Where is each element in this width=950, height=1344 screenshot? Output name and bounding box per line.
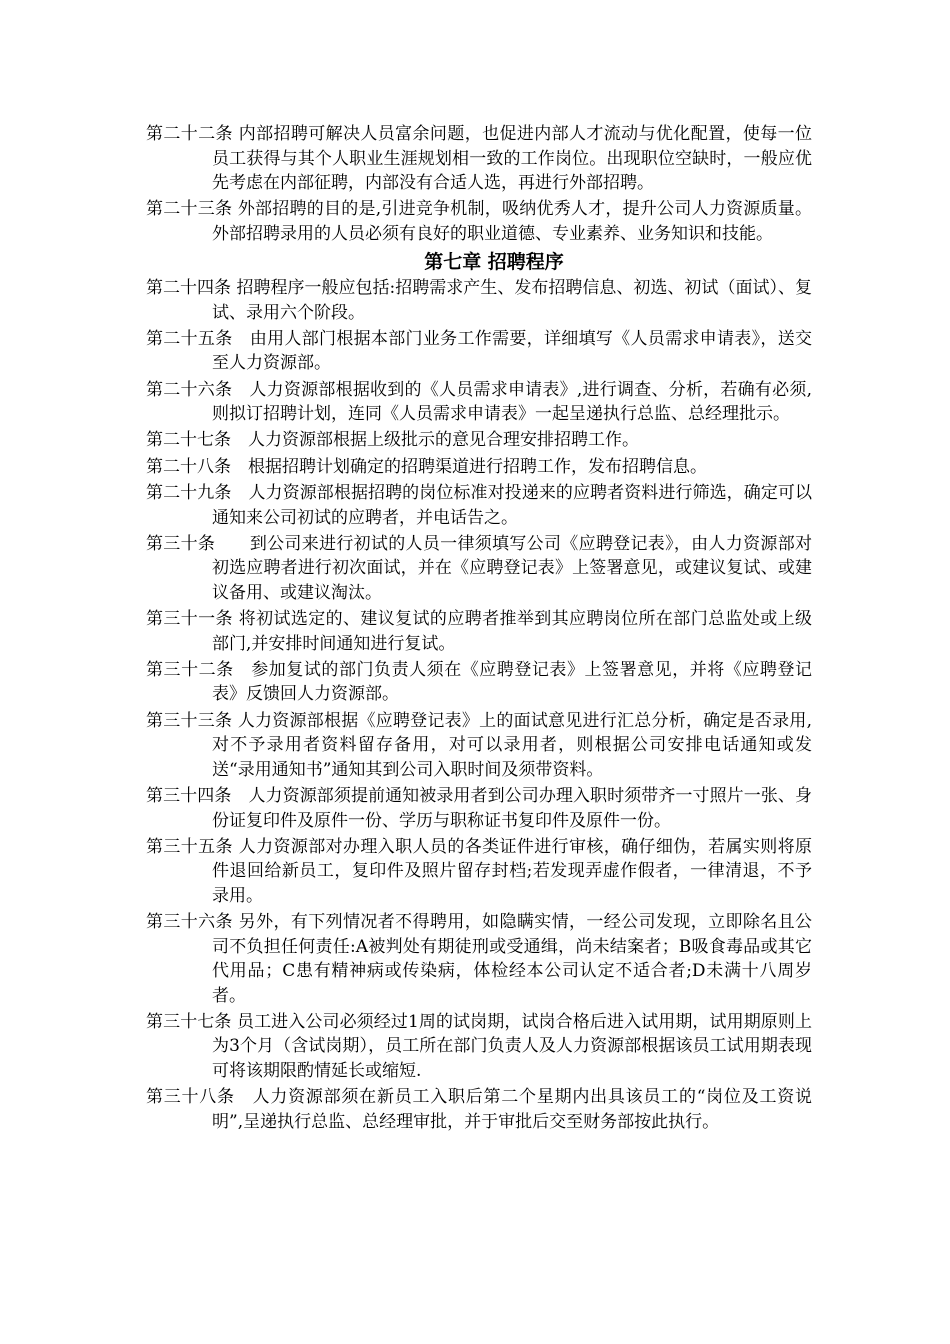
article-38: 第三十八条 人力资源部须在新员工入职后第二个星期内出具该员工的“岗位及工资说明”,呈递执行总监、总经理审批，并于审批后交至财务部按此执行。 [146,1087,812,1132]
article-35: 第三十五条 人力资源部对办理入职人员的各类证件进行审核，确仔细伪，若属实则将原件退回给新员工，复印件及照片留存封档;若发现弄虚作假者，一律清退，不予录用。 [146,836,812,906]
article-24: 第二十四条 招聘程序一般应包括:招聘需求产生、发布招聘信息、初选、初试（面试）、复试、录用六个阶段。 [146,278,812,323]
article-22: 第二十二条 内部招聘可解决人员富余问题，也促进内部人才流动与优化配置，使每一位员工获得与其个人职业生涯规划相一致的工作岗位。出现职位空缺时，一般应优先考虑在内部征聘，内部没有合适人选，再进行外部招聘。 [146,124,812,193]
article-30: 第三十条 到公司来进行初试的人员一律须填写公司《应聘登记表》，由人力资源部对初选应聘者进行初次面试，并在《应聘登记表》上签署意见，或建议复试、或建议备用、或建议淘汰。 [146,533,812,603]
article-36: 第三十六条 另外，有下列情况者不得聘用，如隐瞒实情，一经公司发现，立即除名且公司不负担任何责任:A被判处有期徒刑或受通缉，尚未结案者；B吸食毒品或其它代用品；C患有精神病或传染病，体检经本公司认定不适合者;D未满十八周岁者。 [146,912,812,1006]
article-32: 第三十二条 参加复试的部门负责人须在《应聘登记表》上签署意见，并将《应聘登记表》反馈回人力资源部。 [146,659,812,705]
chapter-title: 第七章 招聘程序 [424,251,564,274]
article-25: 第二十五条 由用人部门根据本部门业务工作需要，详细填写《人员需求申请表》，送交至人力资源部。 [146,328,812,374]
article-23: 第二十三条 外部招聘的目的是,引进竞争机制，吸纳优秀人才，提升公司人力资源质量。外部招聘录用的人员必须有良好的职业道德、专业素养、业务知识和技能。 [146,199,812,244]
article-27: 第二十七条 人力资源部根据上级批示的意见合理安排招聘工作。 [146,430,639,451]
article-34: 第三十四条 人力资源部须提前通知被录用者到公司办理入职时须带齐一寸照片一张、身份证复印件及原件一份、学历与职称证书复印件及原件一份。 [146,786,812,831]
article-33: 第三十三条 人力资源部根据《应聘登记表》上的面试意见进行汇总分析，确定是否录用,对不予录用者资料留存备用，对可以录用者，则根据公司安排电话通知或发送“录用通知书”通知其到公司入职时间及须带资料。 [146,710,812,780]
article-29: 第二十九条 人力资源部根据招聘的岗位标准对投递来的应聘者资料进行筛选，确定可以通知来公司初试的应聘者，并电话告之。 [146,483,812,528]
article-31: 第三十一条 将初试选定的、建议复试的应聘者推举到其应聘岗位所在部门总监处或上级部门,并安排时间通知进行复试。 [146,609,812,654]
document-body [146,122,812,1136]
article-28: 第二十八条 根据招聘计划确定的招聘渠道进行招聘工作，发布招聘信息。 [146,456,707,477]
article-26: 第二十六条 人力资源部根据收到的《人员需求申请表》,进行调查、分析，若确有必须,则拟订招聘计划，连同《人员需求申请表》一起呈递执行总监、总经理批示。 [146,379,812,425]
article-37: 第三十七条 员工进入公司必须经过1周的试岗期，试岗合格后进入试用期，试用期原则上为3个月（含试岗期），员工所在部门负责人及人力资源部根据该员工试用期表现可将该期限酌情延长或缩短. [146,1011,812,1081]
